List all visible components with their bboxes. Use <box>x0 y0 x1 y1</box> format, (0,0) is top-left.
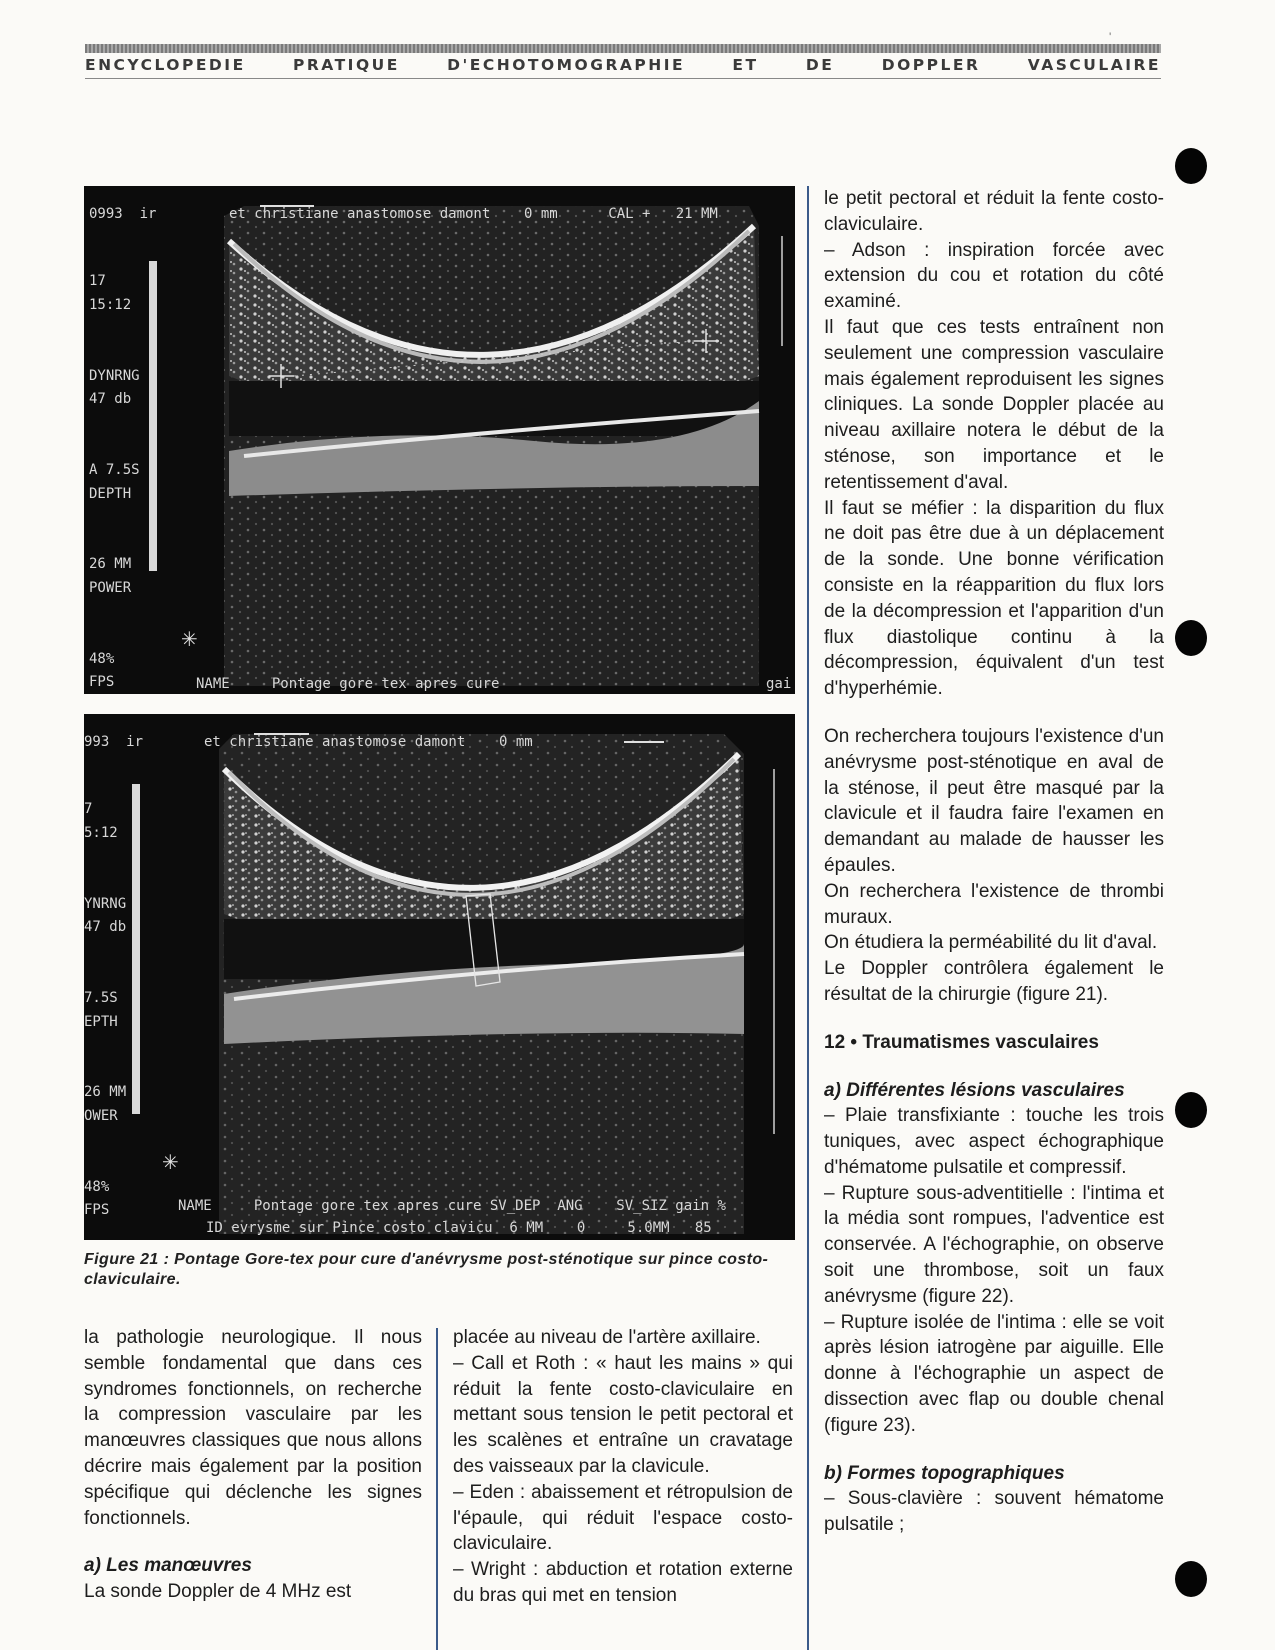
paragraph: la pathologie neurologique. Il nous semble fondamental que dans ces syndromes fonctionnels, on recherche la compression vasculaire par les manœuvres classiques que nous allons décrire mais également par la position spécifique qui déclenche les signes fonctionnels. <box>84 1327 422 1529</box>
paragraph: – Rupture sous-adventitielle : l'intima et la média sont rompues, l'adventice est conservée. A l'échographie, on observe soit une thrombose, soit un faux anévrysme (figure 22). <box>824 1182 1164 1307</box>
subheading-lesions: a) Différentes lésions vasculaires <box>824 1079 1125 1101</box>
binder-hole-4 <box>1175 1561 1207 1597</box>
image2-bottom-text-2: ID evrysme sur Pince costo clavicu 6 MM 0 5.0MM 85 <box>206 1220 712 1236</box>
binder-hole-2 <box>1175 620 1207 656</box>
paragraph: Il faut que ces tests entraînent non seulement une compression vasculaire mais également reproduisent les signes cliniques. La sonde Doppler placée au niveau axillaire notera le début de la sténose, son importance et le retentissement d'aval. <box>824 316 1164 493</box>
image2-top-text: et christiane anastomose damont 0 mm <box>204 734 533 750</box>
column-rule-right <box>807 186 809 1650</box>
image1-top-text: et christiane anastomose damont 0 mm CAL + 21 MM <box>229 206 718 222</box>
paragraph: On étudiera la perméabilité du lit d'aval. <box>824 932 1158 954</box>
paragraph: le petit pectoral et réduit la fente costo-claviculaire. <box>824 188 1164 235</box>
binder-hole-3 <box>1175 1092 1207 1128</box>
paragraph: Le Doppler contrôlera également le résultat de la chirurgie (figure 21). <box>824 958 1164 1005</box>
image1-bottom-right: gai <box>766 676 792 692</box>
ultrasound-scan-2 <box>84 714 795 1240</box>
paragraph: – Plaie transfixiante : touche les trois tuniques, avec aspect échographique d'hématome pulsatile et compressif. <box>824 1105 1164 1178</box>
image2-top-left: 993 ir <box>84 734 144 750</box>
paragraph: placée au niveau de l'artère axillaire. <box>453 1327 761 1348</box>
paragraph: On recherchera l'existence de thrombi muraux. <box>824 880 1164 928</box>
paragraph: – Wright : abduction et rotation externe du bras qui met en tension <box>453 1559 793 1606</box>
ultrasound-scan-1 <box>84 186 795 694</box>
figure-caption: Figure 21 : Pontage Gore-tex pour cure d'anévrysme post-sténotique sur pince costo-claviculaire. <box>84 1251 769 1288</box>
paragraph: La sonde Doppler de 4 MHz est <box>84 1581 352 1603</box>
column-right <box>824 186 1164 1538</box>
image1-side-readout: 17 15:12 DYNRNG 47 db A 7.5S DEPTH 26 MM POWER 48% FPS <box>89 273 140 691</box>
paragraph: Il faut se méfier : la disparition du flux ne doit pas être due à un déplacement de la sonde. Une bonne vérification consiste en la réapparition du flux lors de la décompression et l'apparition d'un flux diastolique continu à la décompression, équivalent d'un test d'hyperhémie. <box>824 497 1164 700</box>
paragraph: – Sous-clavière : souvent hématome pulsatile ; <box>824 1488 1164 1536</box>
header-rule <box>85 78 1161 79</box>
column-middle <box>453 1325 793 1609</box>
section-heading-traumatismes: 12 • Traumatismes vasculaires <box>824 1031 1099 1053</box>
ultrasound-image-2 <box>84 714 795 1240</box>
binder-hole-1 <box>1175 148 1207 184</box>
paragraph: – Call et Roth : « haut les mains » qui réduit la fente costo-claviculaire en mettant sous tension le petit pectoral et les scalènes et entraîne un cravatage des vaisseaux par la clavicule. <box>453 1352 793 1477</box>
subheading-formes: b) Formes topographiques <box>824 1462 1065 1484</box>
paragraph: – Eden : abaissement et rétropulsion de l'épaule, qui réduit l'espace costo-claviculaire. <box>453 1481 793 1555</box>
paragraph: On recherchera toujours l'existence d'un anévrysme post-sténotique en aval de la sténose, il peut être masqué par la clavicule et il faudra faire l'examen en demandant au malade de hausser les épaules. <box>824 725 1164 876</box>
svg-text:✳: ✳ <box>181 627 198 651</box>
column-rule-left <box>436 1328 438 1650</box>
running-header: ENCYCLOPEDIE PRATIQUE D'ECHOTOMOGRAPHIE ET DE DOPPLER VASCULAIRE <box>85 56 1161 74</box>
corner-mark: ' <box>1109 30 1112 44</box>
image2-side-readout: 7 5:12 YNRNG 47 db 7.5S EPTH 26 MM OWER 48% FPS <box>84 801 127 1219</box>
image1-bottom-text: NAME Pontage gore tex apres cure <box>196 676 500 692</box>
image2-bottom-text: NAME Pontage gore tex apres cure SV_DEP ANG SV_SIZ gain % <box>178 1198 726 1214</box>
column-left <box>84 1325 422 1605</box>
svg-text:✳: ✳ <box>162 1150 179 1174</box>
header-bar <box>85 44 1161 53</box>
paragraph: – Rupture isolée de l'intima : elle se voit après lésion iatrogène par aiguille. Elle donne à l'échographie un aspect de dissection avec flap ou double chenal (figure 23). <box>824 1311 1164 1436</box>
subheading-manoeuvres: a) Les manœuvres <box>84 1555 252 1577</box>
ultrasound-image-1 <box>84 186 795 694</box>
paragraph: – Adson : inspiration forcée avec extension du cou et rotation du côté examiné. <box>824 239 1164 313</box>
image1-top-left: 0993 ir <box>89 206 157 222</box>
